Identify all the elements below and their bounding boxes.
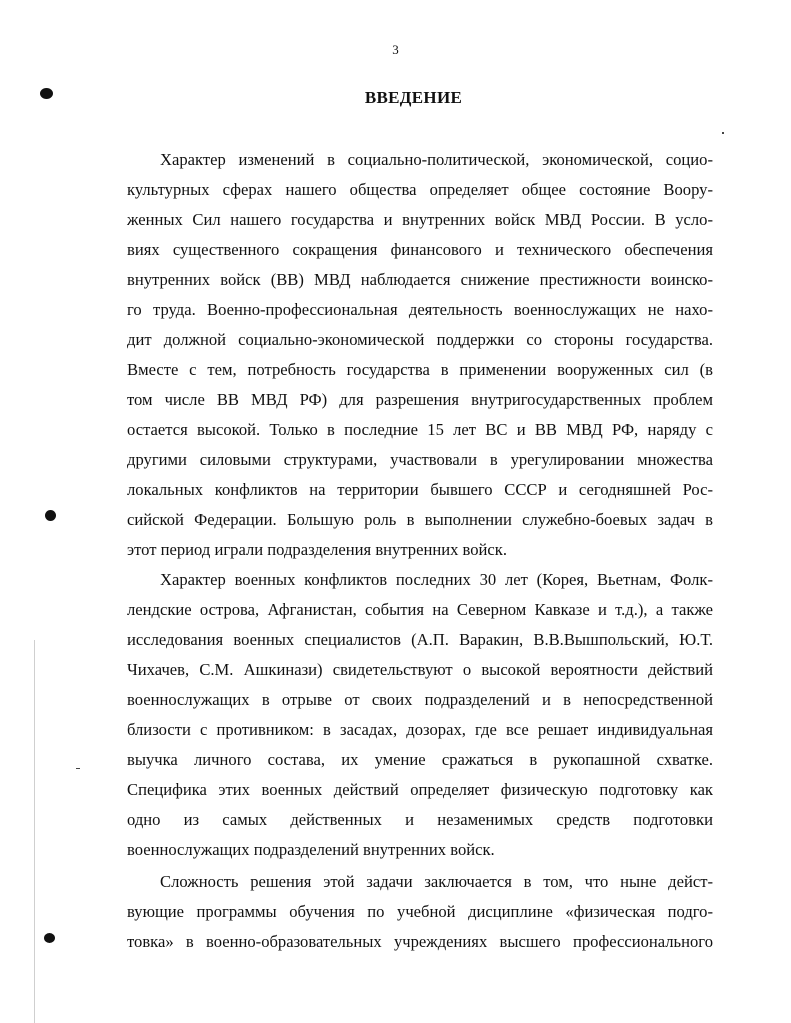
text-line: женных Сил нашего государства и внутренних войск МВД России. В усло- — [127, 210, 713, 229]
text-line: Вместе с тем, потребность государства в применении вооруженных сил (в — [127, 360, 713, 379]
text-line: этот период играли подразделения внутренних войск. — [127, 540, 508, 559]
section-heading: ВВЕДЕНИЕ — [364, 88, 463, 107]
text-line: Характер военных конфликтов последних 30 лет (Корея, Вьетнам, Фолк- — [160, 570, 713, 589]
scan-speck — [722, 132, 724, 134]
text-line: лендские острова, Афганистан, события на Северном Кавказе и т.д.), а также — [127, 600, 713, 619]
text-line: исследования военных специалистов (А.П. Варакин, В.В.Вышпольский, Ю.Т. — [127, 630, 713, 649]
text-line: виях существенного сокращения финансового и технического обеспечения — [127, 240, 713, 259]
text-line: внутренних войск (ВВ) МВД наблюдается снижение престижности воинско- — [127, 270, 713, 289]
text-line: дит должной социально-экономической поддержки со стороны государства. — [127, 330, 713, 349]
text-line: го труда. Военно-профессиональная деятельность военнослужащих не нахо- — [127, 300, 713, 319]
binder-hole-mark — [44, 933, 55, 943]
binder-hole-mark — [45, 510, 56, 521]
text-line: локальных конфликтов на территории бывшего СССР и сегодняшней Рос- — [127, 480, 713, 499]
text-line: близости с противником: в засадах, дозорах, где все решает индивидуальная — [127, 720, 713, 739]
text-line: том числе ВВ МВД РФ) для разрешения внутригосударственных проблем — [127, 390, 713, 409]
text-line: Чихачев, С.М. Ашкинази) свидетельствуют о высокой вероятности действий — [127, 660, 713, 679]
scan-speck — [76, 768, 80, 769]
page-number: 3 — [392, 42, 399, 57]
text-line: выучка личного состава, их умение сражаться в рукопашной схватке. — [127, 750, 713, 769]
text-line: военнослужащих подразделений внутренних войск. — [127, 840, 495, 859]
binder-hole-mark — [40, 88, 53, 99]
text-line: остается высокой. Только в последние 15 лет ВС и ВВ МВД РФ, наряду с — [127, 420, 713, 439]
text-line: вующие программы обучения по учебной дисциплине «физическая подго- — [127, 902, 713, 921]
text-line: сийской Федерации. Большую роль в выполнении служебно-боевых задач в — [127, 510, 713, 529]
text-line: одно из самых действенных и незаменимых средств подготовки — [127, 810, 713, 829]
text-line: Сложность решения этой задачи заключается в том, что ныне дейст- — [160, 872, 713, 891]
text-line: товка» в военно-образовательных учреждениях высшего профессионального — [127, 932, 713, 951]
scan-edge-line — [34, 640, 35, 1023]
text-line: Характер изменений в социально-политической, экономической, социо- — [160, 150, 713, 169]
text-line: культурных сферах нашего общества определяет общее состояние Воору- — [127, 180, 713, 199]
text-line: Специфика этих военных действий определяет физическую подготовку как — [127, 780, 713, 799]
text-line: другими силовыми структурами, участвовали в урегулировании множества — [127, 450, 713, 469]
text-line: военнослужащих в отрыве от своих подразделений и в непосредственной — [127, 690, 713, 709]
